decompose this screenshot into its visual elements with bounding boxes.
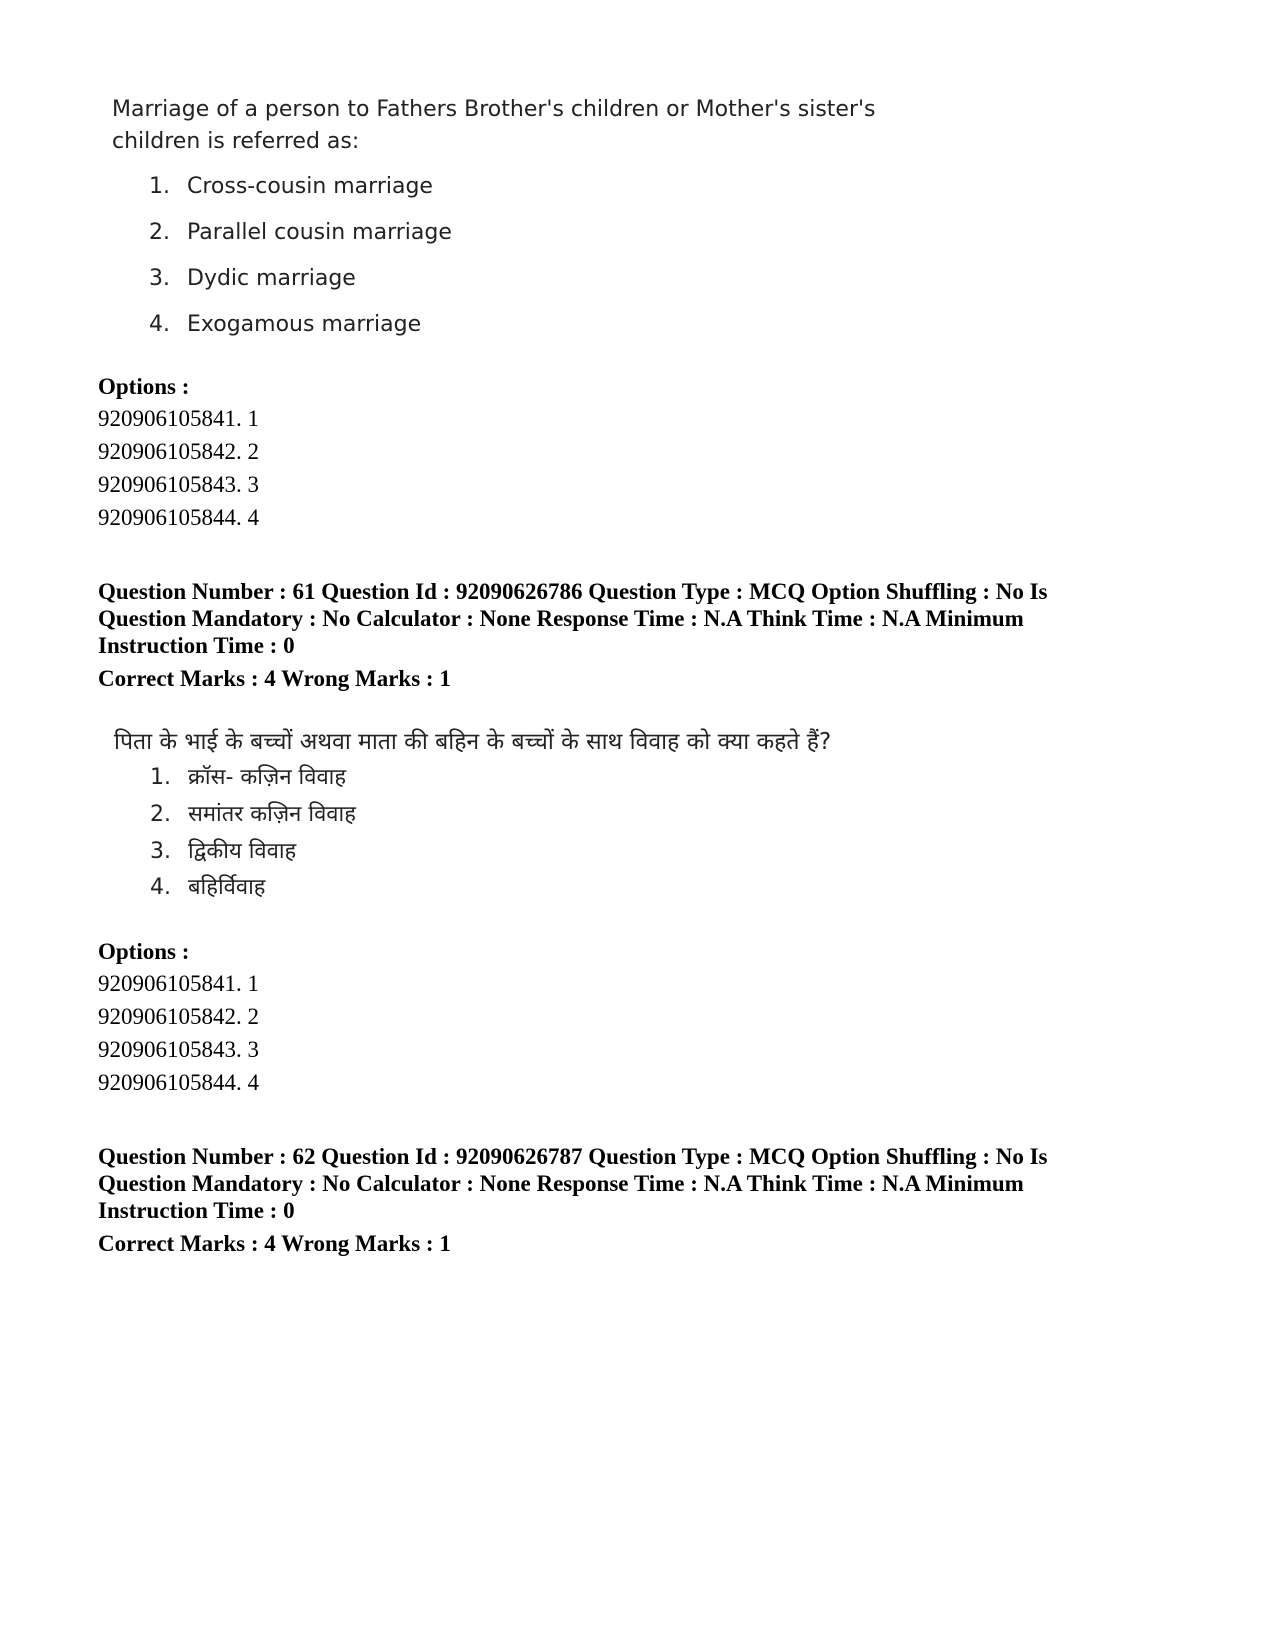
question-stem-line-1: Marriage of a person to Fathers Brother's children or Mother's sister's: [112, 97, 876, 122]
choice-text: बहिर्विवाह: [188, 875, 266, 900]
option-row: 920906105841. 1: [98, 406, 259, 431]
choice-text: Dydic marriage: [187, 266, 356, 291]
options-heading: Options :: [98, 939, 190, 964]
choice-item: [150, 837, 296, 867]
option-row: 920906105842. 2: [98, 1004, 259, 1029]
choice-item: [150, 763, 346, 793]
option-row: 920906105843. 3: [98, 1037, 259, 1062]
choice-item: [150, 800, 356, 830]
choice-text: क्रॉस- कज़िन विवाह: [188, 765, 347, 790]
choice-number: 2.: [150, 802, 171, 827]
question-meta-line-1: Question Number : 61 Question Id : 92090626786 Question Type : MCQ Option Shuffling : No Is: [98, 579, 1048, 604]
option-row: 920906105842. 2: [98, 439, 259, 464]
question-meta-line-3: Instruction Time : 0: [98, 1198, 295, 1223]
choice-text: Exogamous marriage: [187, 312, 422, 337]
question-marks: Correct Marks : 4 Wrong Marks : 1: [98, 1231, 451, 1256]
question-meta-line-1: Question Number : 62 Question Id : 92090626787 Question Type : MCQ Option Shuffling : No Is: [98, 1144, 1048, 1169]
choice-text: द्विकीय विवाह: [188, 839, 297, 864]
choice-number: 3.: [150, 839, 171, 864]
choice-number: 1.: [149, 174, 170, 199]
choice-number: 2.: [149, 220, 170, 245]
choice-text: Cross-cousin marriage: [187, 174, 433, 199]
choice-item: [149, 172, 433, 202]
question-stem-hindi: पिता के भाई के बच्चों अथवा माता की बहिन के बच्चों के साथ विवाह को क्या कहते हैं?: [114, 729, 832, 755]
choice-number: 4.: [149, 312, 170, 337]
question-meta-line-2: Question Mandatory : No Calculator : None Response Time : N.A Think Time : N.A Minimum: [98, 1171, 1024, 1196]
option-row: 920906105844. 4: [98, 1070, 259, 1095]
choice-number: 3.: [149, 266, 170, 291]
options-heading: Options :: [98, 374, 190, 399]
choice-item: [149, 264, 356, 294]
choice-number: 1.: [150, 765, 171, 790]
choice-item: [150, 873, 265, 903]
question-marks: Correct Marks : 4 Wrong Marks : 1: [98, 666, 451, 691]
question-meta-line-3: Instruction Time : 0: [98, 633, 295, 658]
question-meta-line-2: Question Mandatory : No Calculator : None Response Time : N.A Think Time : N.A Minimum: [98, 606, 1024, 631]
choice-number: 4.: [150, 875, 171, 900]
choice-text: समांतर कज़िन विवाह: [188, 802, 356, 827]
choice-item: [149, 218, 452, 248]
option-row: 920906105844. 4: [98, 505, 259, 530]
option-row: 920906105843. 3: [98, 472, 259, 497]
option-row: 920906105841. 1: [98, 971, 259, 996]
question-stem-line-2: children is referred as:: [112, 129, 360, 154]
choice-text: Parallel cousin marriage: [187, 220, 452, 245]
choice-item: [149, 310, 421, 340]
